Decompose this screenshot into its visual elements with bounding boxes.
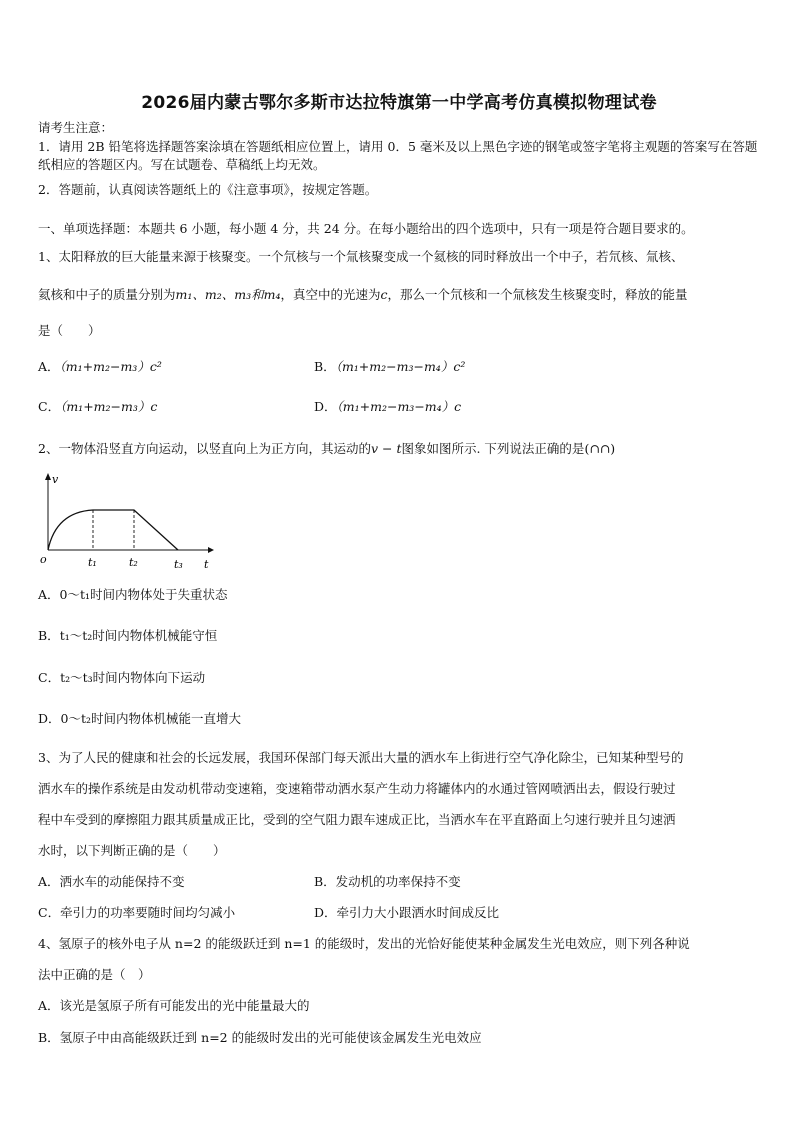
q3-option-b[interactable]: B．发动机的功率保持不变 xyxy=(314,874,461,889)
origin-label: o xyxy=(40,553,47,566)
q2-option-d-text: 0～t₂时间内物体机械能一直增大 xyxy=(60,711,242,726)
q2-option-c[interactable] xyxy=(38,669,205,687)
t1-label: t₁ xyxy=(88,556,97,569)
q1-line-1: 1、太阳释放的巨大能量来源于核聚变。一个氘核与一个氚核聚变成一个氦核的同时释放出一个中子，若氘核、氚核、 xyxy=(38,249,684,264)
q1-light-speed: c xyxy=(380,287,388,302)
q2-option-a-label: A． xyxy=(38,587,60,602)
q3-option-d[interactable]: D．牵引力大小跟洒水时间成反比 xyxy=(314,905,500,920)
q2-option-b-text: t₁～t₂时间内物体机械能守恒 xyxy=(59,628,218,643)
q1-option-b[interactable] xyxy=(314,358,465,376)
q1-option-c-text: （m₁+m₂−m₃）c xyxy=(60,399,158,414)
q1-option-a-text: （m₁+m₂−m₃）c² xyxy=(59,359,162,374)
q4-option-b[interactable]: B．氢原子中由高能级跃迁到 n=2 的能级时发出的光可能使该金属发生光电效应 xyxy=(38,1030,482,1045)
q2-option-b[interactable] xyxy=(38,627,217,645)
q3-option-c[interactable]: C．牵引力的功率要随时间均匀减小 xyxy=(38,905,236,920)
v-axis-arrow xyxy=(45,473,51,480)
q2-option-d[interactable] xyxy=(38,710,241,728)
q1-line-2e: ，那么一个氘核和一个氚核发生核聚变时，释放的能量 xyxy=(387,287,688,302)
q1-line-2 xyxy=(38,286,688,304)
q1-option-c-label: C． xyxy=(38,399,61,414)
t3-label: t₃ xyxy=(174,558,183,571)
t-axis-arrow xyxy=(208,547,214,553)
notice-item-2: 2．答题前，认真阅读答题纸上的《注意事项》，按规定答题。 xyxy=(38,182,378,197)
vt-graph xyxy=(38,470,218,580)
q1-option-c[interactable] xyxy=(38,398,157,416)
q1-option-d-text: （m₁+m₂−m₃−m₄）c xyxy=(336,399,462,414)
q3-line-1: 3、为了人民的健康和社会的长远发展，我国环保部门每天派出大量的洒水车上街进行空气净化除尘，已知某种型号的 xyxy=(38,750,684,765)
q1-option-b-text: （m₁+m₂−m₃−m₄）c² xyxy=(335,359,466,374)
q1-option-a-label: A． xyxy=(38,359,60,374)
q4-option-a[interactable]: A．该光是氢原子所有可能发出的光中能量最大的 xyxy=(38,998,310,1013)
notice-item-1: 1．请用 2B 铅笔将选择题答案涂填在答题纸相应位置上，请用 0．5 毫米及以上黑色字迹的钢笔或签字笔将主观题的答案写在答题纸相应的答题区内。写在试题卷、草稿纸上均无效。 xyxy=(38,139,758,172)
q1-option-d[interactable] xyxy=(314,398,461,416)
q3-option-a[interactable]: A．洒水车的动能保持不变 xyxy=(38,874,185,889)
q4-line-1: 4、氢原子的核外电子从 n=2 的能级跃迁到 n=1 的能级时，发出的光恰好能使某种金属发生光电效应，则下列各种说 xyxy=(38,936,690,951)
q2-option-d-label: D． xyxy=(38,711,61,726)
q1-line-3: 是（ ） xyxy=(38,323,101,338)
q2-option-c-label: C． xyxy=(38,670,61,685)
q2-option-b-label: B． xyxy=(38,628,60,643)
q1-option-a[interactable] xyxy=(38,358,162,376)
q2-stem-d: (∩∩) xyxy=(584,441,616,456)
q3-line-3: 程中车受到的摩擦阻力跟其质量成正比，受到的空气阻力跟车速成正比，当洒水车在平直路面上匀速行驶并且匀速洒 xyxy=(38,812,676,827)
q2-stem-a: 2、一物体沿竖直方向运动，以竖直向上为正方向，其运动的 xyxy=(38,441,371,456)
q1-masses: m₁、m₂、m₃和m₄ xyxy=(175,287,281,302)
t2-label: t₂ xyxy=(129,556,138,569)
section-heading: 一、单项选择题：本题共 6 小题，每小题 4 分，共 24 分。在每小题给出的四个选项中，只有一项是符合题目要求的。 xyxy=(38,221,694,236)
v-label: v xyxy=(52,473,59,486)
q2-vt: v − t xyxy=(370,441,402,456)
q2-option-c-text: t₂～t₃时间内物体向下运动 xyxy=(60,670,206,685)
q1-line-2c: ，真空中的光速为 xyxy=(280,287,381,302)
q2-stem xyxy=(38,440,615,458)
q3-line-2: 洒水车的操作系统是由发动机带动变速箱，变速箱带动洒水泵产生动力将罐体内的水通过管网喷洒出去，假设行驶过 xyxy=(38,781,676,796)
q1-line-2a: 氦核和中子的质量分别为 xyxy=(38,287,176,302)
notice-heading: 请考生注意： xyxy=(38,120,114,135)
t-label: t xyxy=(204,558,209,571)
q4-line-2: 法中正确的是（ ） xyxy=(38,967,151,982)
exam-title: 2026届内蒙古鄂尔多斯市达拉特旗第一中学高考仿真模拟物理试卷 xyxy=(141,93,657,113)
q1-option-d-label: D． xyxy=(314,399,337,414)
q3-line-4: 水时，以下判断正确的是（ ） xyxy=(38,843,226,858)
q2-stem-c: 图象如图所示. 下列说法正确的是 xyxy=(401,441,585,456)
vt-curve xyxy=(48,510,178,550)
q2-option-a-text: 0～t₁时间内物体处于失重状态 xyxy=(59,587,228,602)
q1-option-b-label: B． xyxy=(314,359,336,374)
q2-option-a[interactable] xyxy=(38,586,228,604)
